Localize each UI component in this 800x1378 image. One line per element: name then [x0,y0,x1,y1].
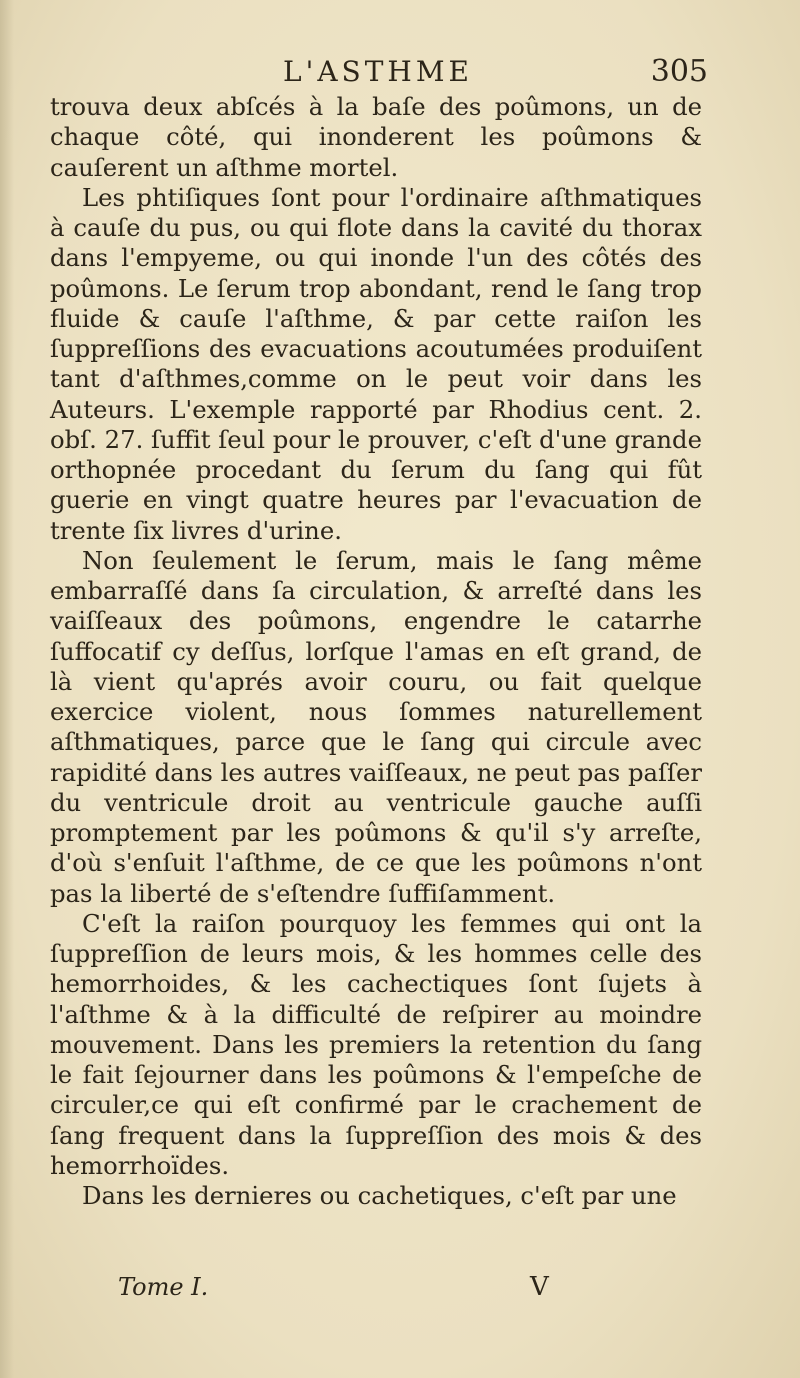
page-number: 305 [650,54,708,89]
body-text [50,92,702,1211]
running-head [48,52,708,92]
signature-mark: V [530,1272,549,1302]
volume-label: Tome I. [118,1273,209,1301]
page-footer [50,1270,702,1304]
running-title: L'ASTHME [283,55,473,88]
page-edge [0,0,14,1378]
paragraph-continuation: trouva deux abſcés à la baſe des poûmons, un de chaque côté, qui inonderent les poûmons & cauſerent un aſthme mortel. [50,92,702,182]
paragraph: C'eſt la raiſon pourquoy les femmes qui ont la ſuppreſſion de leurs mois, & les hommes celle des hemorrhoides, & les cachectiques ſont ſujets à l'aſthme & à la difficulté de reſpirer au moindre mouvement. Dans les premiers la retention du ſang le fait ſejourner dans les poûmons & l'empeſche de circuler,ce qui eſt confirmé par le crachement de ſang frequent dans la ſuppreſſion des mois & des hemorrhoïdes. [50,908,702,1180]
paragraph: Dans les dernieres ou cachetiques, c'eſt par une [82,1181,677,1210]
paragraph: Non ſeulement le ſerum, mais le ſang même embarraſſé dans ſa circulation, & arreſté dans les vaiſſeaux des poûmons, engendre le catarrhe ſuffocatif cy deſſus, lorſque l'amas en eſt grand, de là vient qu'aprés avoir couru, ou fait quelque exercice violent, nous ſommes naturellement aſthmatiques, parce que le ſang qui circule avec rapidité dans les autres vaiſſeaux, ne peut pas paſſer du ventricule droit au ventricule gauche auſſi promptement par les poûmons & qu'il s'y arreſte, d'où s'enſuit l'aſthme, de ce que les poûmons n'ont pas la liberté de s'eſtendre ſuffiſamment. [50,545,702,908]
paragraph: Les phtiſiques ſont pour l'ordinaire aſthmatiques à cauſe du pus, ou qui flote dans la cavité du thorax dans l'empyeme, ou qui inonde l'un des côtés des poûmons. Le ſerum trop abondant, rend le ſang trop fluide & cauſe l'aſthme, & par cette raiſon les ſuppreſſions des evacuations acoutumées produiſent tant d'aſthmes,comme on le peut voir dans les Auteurs. L'exemple rapporté par Rhodius cent. 2. obſ. 27. ſuffit ſeul pour le prouver, c'eſt d'une grande orthopnée procedant du ſerum du ſang qui fût guerie en vingt quatre heures par l'evacuation de trente ſix livres d'urine. [50,182,702,545]
